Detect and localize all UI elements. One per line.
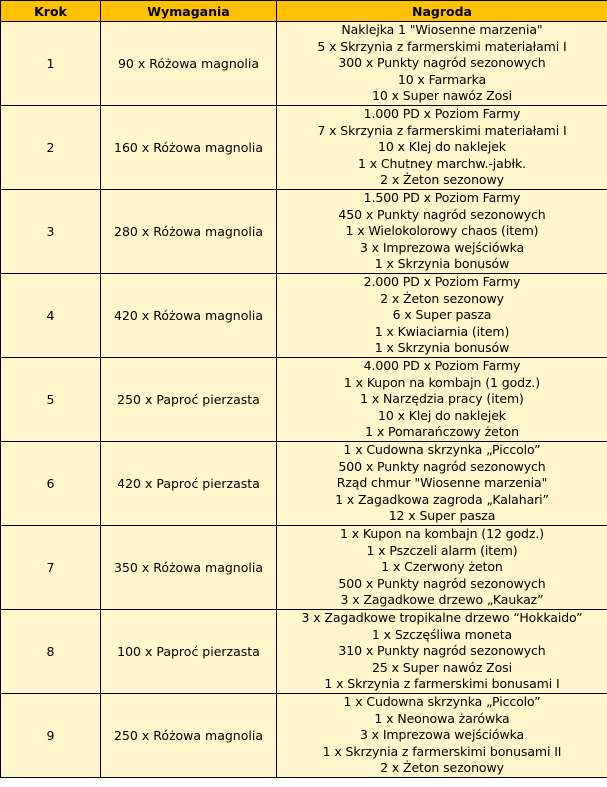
table-row [1, 22, 607, 106]
table-row [1, 190, 607, 274]
step-cell: 3 [1, 190, 101, 274]
reward-line: 1 x Cudowna skrzynka „Piccolo” [343, 442, 541, 458]
reward-line: 1 x Neonowa żarówka [374, 710, 510, 726]
requirement-cell: 350 x Różowa magnolia [101, 526, 277, 610]
reward-line: 1 x Skrzynia z farmerskimi bonusami II [322, 743, 562, 759]
reward-line: 1 x Skrzynia bonusów [374, 340, 510, 356]
reward-cell [277, 358, 607, 442]
reward-line: 6 x Super pasza [392, 307, 492, 323]
requirement-cell: 90 x Różowa magnolia [101, 22, 277, 106]
reward-line: 2 x Żeton sezonowy [380, 760, 504, 776]
reward-line: 7 x Skrzynia z farmerskimi materiałami I [317, 122, 567, 138]
reward-line: 300 x Punkty nagród sezonowych [338, 55, 546, 71]
reward-line: 1 x Kupon na kombajn (12 godz.) [340, 526, 544, 542]
reward-line: 1 x Szczęśliwa moneta [371, 626, 513, 642]
reward-line: 10 x Farmarka [397, 71, 487, 87]
reward-cell [277, 190, 607, 274]
reward-line: 1 x Kwiaciarnia (item) [374, 323, 510, 339]
table-row [1, 694, 607, 778]
reward-line: 1 x Kupon na kombajn (1 godz.) [343, 374, 541, 390]
requirement-cell: 100 x Paproć pierzasta [101, 610, 277, 694]
step-cell: 6 [1, 442, 101, 526]
reward-line: 3 x Imprezowa wejściówka [359, 239, 525, 255]
table-row [1, 106, 607, 190]
reward-line: 1 x Narzędzia pracy (item) [360, 391, 524, 407]
requirement-cell: 250 x Różowa magnolia [101, 694, 277, 778]
requirement-cell: 250 x Paproć pierzasta [101, 358, 277, 442]
reward-line: 10 x Super nawóz Zosi [372, 88, 512, 104]
requirement-cell: 420 x Różowa magnolia [101, 274, 277, 358]
table-row [1, 442, 607, 526]
reward-cell [277, 274, 607, 358]
step-cell: 1 [1, 22, 101, 106]
table-row [1, 358, 607, 442]
reward-line: 1 x Czerwony żeton [381, 559, 503, 575]
reward-line: Rząd chmur "Wiosenne marzenia" [336, 475, 548, 491]
reward-line: 3 x Zagadkowe drzewo „Kaukaz” [340, 592, 544, 608]
reward-line: 1 x Skrzynia bonusów [374, 256, 510, 272]
reward-line: 1 x Pszczeli alarm (item) [366, 542, 518, 558]
step-cell: 8 [1, 610, 101, 694]
reward-line: 2 x Żeton sezonowy [380, 172, 504, 188]
reward-line: 1 x Wielokolorowy chaos (item) [345, 223, 539, 239]
reward-line: 2.000 PD x Poziom Farmy [363, 274, 521, 290]
reward-line: 2 x Żeton sezonowy [380, 290, 504, 306]
reward-line: 310 x Punkty nagród sezonowych [338, 643, 546, 659]
table-body [1, 22, 607, 778]
reward-line: 12 x Super pasza [388, 508, 496, 524]
reward-line: 4.000 PD x Poziom Farmy [363, 358, 521, 374]
reward-line: 1.500 PD x Poziom Farmy [363, 190, 521, 206]
reward-line: 450 x Punkty nagród sezonowych [338, 206, 546, 222]
header-reward: Nagroda [277, 1, 607, 22]
reward-cell [277, 526, 607, 610]
reward-line: 1 x Chutney marchw.-jabłk. [357, 155, 527, 171]
reward-line: 10 x Klej do naklejek [378, 407, 506, 423]
step-cell: 7 [1, 526, 101, 610]
table-row [1, 274, 607, 358]
step-cell: 5 [1, 358, 101, 442]
step-cell: 9 [1, 694, 101, 778]
header-requirements: Wymagania [101, 1, 277, 22]
reward-line: 1.000 PD x Poziom Farmy [363, 106, 521, 122]
table-row [1, 526, 607, 610]
reward-line: 500 x Punkty nagród sezonowych [338, 458, 546, 474]
reward-cell [277, 694, 607, 778]
reward-line: 1 x Zagadkowa zagroda „Kalahari” [335, 491, 549, 507]
reward-line: Naklejka 1 "Wiosenne marzenia" [341, 22, 543, 38]
reward-line: 10 x Klej do naklejek [378, 139, 506, 155]
reward-line: 25 x Super nawóz Zosi [372, 659, 512, 675]
reward-line: 3 x Imprezowa wejściówka [359, 727, 525, 743]
reward-cell [277, 610, 607, 694]
requirement-cell: 160 x Różowa magnolia [101, 106, 277, 190]
table-row [1, 610, 607, 694]
header-row [1, 1, 607, 22]
requirement-cell: 280 x Różowa magnolia [101, 190, 277, 274]
reward-cell [277, 442, 607, 526]
reward-line: 1 x Cudowna skrzynka „Piccolo” [343, 694, 541, 710]
reward-line: 500 x Punkty nagród sezonowych [338, 575, 546, 591]
reward-line: 1 x Pomarańczowy żeton [365, 424, 519, 440]
header-step: Krok [1, 1, 101, 22]
reward-cell [277, 22, 607, 106]
reward-line: 3 x Zagadkowe tropikalne drzewo “Hokkaido” [301, 610, 583, 626]
requirement-cell: 420 x Paproć pierzasta [101, 442, 277, 526]
reward-line: 1 x Skrzynia z farmerskimi bonusami I [324, 676, 560, 692]
reward-cell [277, 106, 607, 190]
step-cell: 2 [1, 106, 101, 190]
step-cell: 4 [1, 274, 101, 358]
reward-line: 5 x Skrzynia z farmerskimi materiałami I [317, 38, 567, 54]
